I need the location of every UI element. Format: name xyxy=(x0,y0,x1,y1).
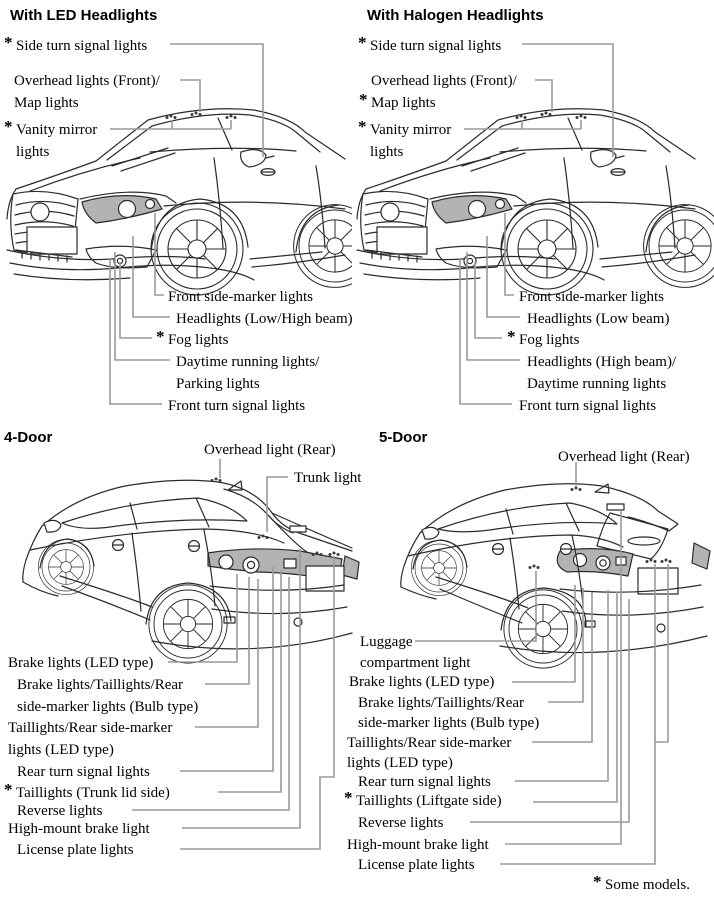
label-brake-bulb-5door xyxy=(358,693,524,713)
label-taillights-led-5door-2 xyxy=(347,753,453,773)
label-text: High-mount brake light xyxy=(8,821,150,837)
label-license-plate-4door xyxy=(17,840,134,860)
panel-title-5door: 5-Door xyxy=(379,429,428,446)
label-text: Front turn signal lights xyxy=(168,398,306,414)
asterisk: * xyxy=(4,33,13,52)
label-reverse-lights-5door xyxy=(358,813,443,833)
asterisk: * xyxy=(359,90,368,109)
label-text: Side turn signal lights xyxy=(16,38,148,54)
label-vanity-mirror-halogen xyxy=(358,117,452,140)
label-text: Headlights (Low/High beam) xyxy=(176,311,353,327)
label-side-turn-signal-halogen xyxy=(358,33,502,56)
label-text: Taillights (Trunk lid side) xyxy=(16,785,170,801)
label-text: High-mount brake light xyxy=(347,837,489,853)
label-text: lights xyxy=(16,144,50,160)
label-headlights-high-halogen xyxy=(527,352,676,372)
label-vanity-mirror-halogen-2 xyxy=(370,142,403,162)
label-high-mount-5door xyxy=(347,835,489,855)
label-taillights-led-4door-2 xyxy=(8,740,114,760)
label-rear-turn-signal-4door xyxy=(17,762,150,782)
label-parking-lights-led xyxy=(176,374,260,394)
label-text: Fog lights xyxy=(168,332,229,348)
label-text: Vanity mirror xyxy=(370,122,452,138)
label-text: Overhead lights (Front)/ xyxy=(371,73,517,89)
label-license-plate-5door xyxy=(358,855,475,875)
label-text: Taillights/Rear side-marker xyxy=(8,720,173,736)
label-text: Rear turn signal lights xyxy=(17,764,150,780)
label-luggage-light-2 xyxy=(360,653,470,673)
label-headlights-low-halogen xyxy=(527,309,669,329)
label-text: lights (LED type) xyxy=(8,742,114,758)
label-brake-bulb-4door-2 xyxy=(17,697,198,717)
label-taillights-led-5door xyxy=(347,733,511,753)
footnote-text: Some models. xyxy=(605,877,690,893)
label-text: Parking lights xyxy=(176,376,260,392)
label-front-turn-signal-led xyxy=(168,396,305,416)
panel-title-4door: 4-Door xyxy=(4,429,53,446)
label-fog-lights-halogen xyxy=(507,327,580,350)
label-drl-halogen xyxy=(527,374,666,394)
label-text: Daytime running lights/ xyxy=(176,354,320,370)
asterisk: * xyxy=(358,33,367,52)
label-text: Fog lights xyxy=(519,332,580,348)
label-text: Reverse lights xyxy=(358,815,444,831)
label-text: Brake lights (LED type) xyxy=(8,655,154,671)
label-high-mount-4door xyxy=(8,819,150,839)
label-headlights-led xyxy=(176,309,353,329)
label-vanity-mirror-led xyxy=(4,117,98,140)
asterisk: * xyxy=(4,780,13,799)
footnote-some-models xyxy=(593,872,690,895)
asterisk: * xyxy=(593,872,602,891)
label-side-turn-signal-led xyxy=(4,33,148,56)
label-trunk-light xyxy=(294,468,361,488)
label-overhead-lights-halogen xyxy=(371,71,517,91)
label-text: Overhead light (Rear) xyxy=(558,449,690,465)
label-text: Headlights (Low beam) xyxy=(527,311,670,327)
label-brake-led-4door xyxy=(8,653,153,673)
label-text: Overhead lights (Front)/ xyxy=(14,73,160,89)
label-text: Brake lights/Taillights/Rear xyxy=(17,677,184,693)
label-text: Map lights xyxy=(14,95,79,111)
label-text: Luggage xyxy=(360,634,413,650)
asterisk: * xyxy=(507,327,516,346)
label-text: Taillights (Liftgate side) xyxy=(356,793,502,809)
label-fog-lights-led xyxy=(156,327,229,350)
asterisk: * xyxy=(4,117,13,136)
sedan-rear-drawing xyxy=(23,478,359,664)
label-text: lights xyxy=(370,144,404,160)
label-text: Overhead light (Rear) xyxy=(204,442,336,458)
label-vanity-mirror-led-2 xyxy=(16,142,49,162)
label-map-lights-halogen xyxy=(359,90,436,113)
label-text: Front side-marker lights xyxy=(519,289,664,305)
label-luggage-light xyxy=(360,632,412,652)
label-text: Taillights/Rear side-marker xyxy=(347,735,512,751)
leader-lines-led xyxy=(110,44,263,404)
label-text: Headlights (High beam)/ xyxy=(527,354,677,370)
label-brake-bulb-4door xyxy=(17,675,183,695)
label-text: Map lights xyxy=(371,95,436,111)
label-text: License plate lights xyxy=(17,842,134,858)
label-front-turn-signal-halogen xyxy=(519,396,656,416)
label-text: Brake lights (LED type) xyxy=(349,674,495,690)
label-text: Front turn signal lights xyxy=(519,398,657,414)
label-rear-turn-signal-5door xyxy=(358,772,491,792)
asterisk: * xyxy=(358,117,367,136)
label-text: compartment light xyxy=(360,655,471,671)
label-overhead-lights-led xyxy=(14,71,160,91)
label-text: Front side-marker lights xyxy=(168,289,313,305)
panel-title-led: With LED Headlights xyxy=(10,7,158,24)
asterisk: * xyxy=(344,788,353,807)
label-text: side-marker lights (Bulb type) xyxy=(358,715,540,731)
label-text: lights (LED type) xyxy=(347,755,453,771)
label-brake-led-5door xyxy=(349,672,494,692)
label-reverse-lights-4door xyxy=(17,801,102,821)
label-map-lights-led xyxy=(14,93,79,113)
label-text: License plate lights xyxy=(358,857,475,873)
label-text: Rear turn signal lights xyxy=(358,774,491,790)
label-taillights-led-4door xyxy=(8,718,172,738)
leader-lines-halogen xyxy=(460,44,613,404)
panel-title-halogen: With Halogen Headlights xyxy=(367,7,544,24)
label-brake-bulb-5door-2 xyxy=(358,713,539,733)
label-front-side-marker-halogen xyxy=(519,287,664,307)
label-text: Daytime running lights xyxy=(527,376,667,392)
asterisk: * xyxy=(156,327,165,346)
label-taillights-liftgate xyxy=(344,788,502,811)
label-text: side-marker lights (Bulb type) xyxy=(17,699,199,715)
label-taillights-trunk-lid xyxy=(4,780,170,803)
label-overhead-rear-5door xyxy=(558,447,690,467)
label-text: Trunk light xyxy=(294,470,362,486)
label-overhead-rear-4door xyxy=(204,440,336,460)
label-drl-led xyxy=(176,352,319,372)
label-text: Reverse lights xyxy=(17,803,103,819)
label-front-side-marker-led xyxy=(168,287,313,307)
label-text: Side turn signal lights xyxy=(370,38,502,54)
label-text: Vanity mirror xyxy=(16,122,98,138)
label-text: Brake lights/Taillights/Rear xyxy=(358,695,525,711)
